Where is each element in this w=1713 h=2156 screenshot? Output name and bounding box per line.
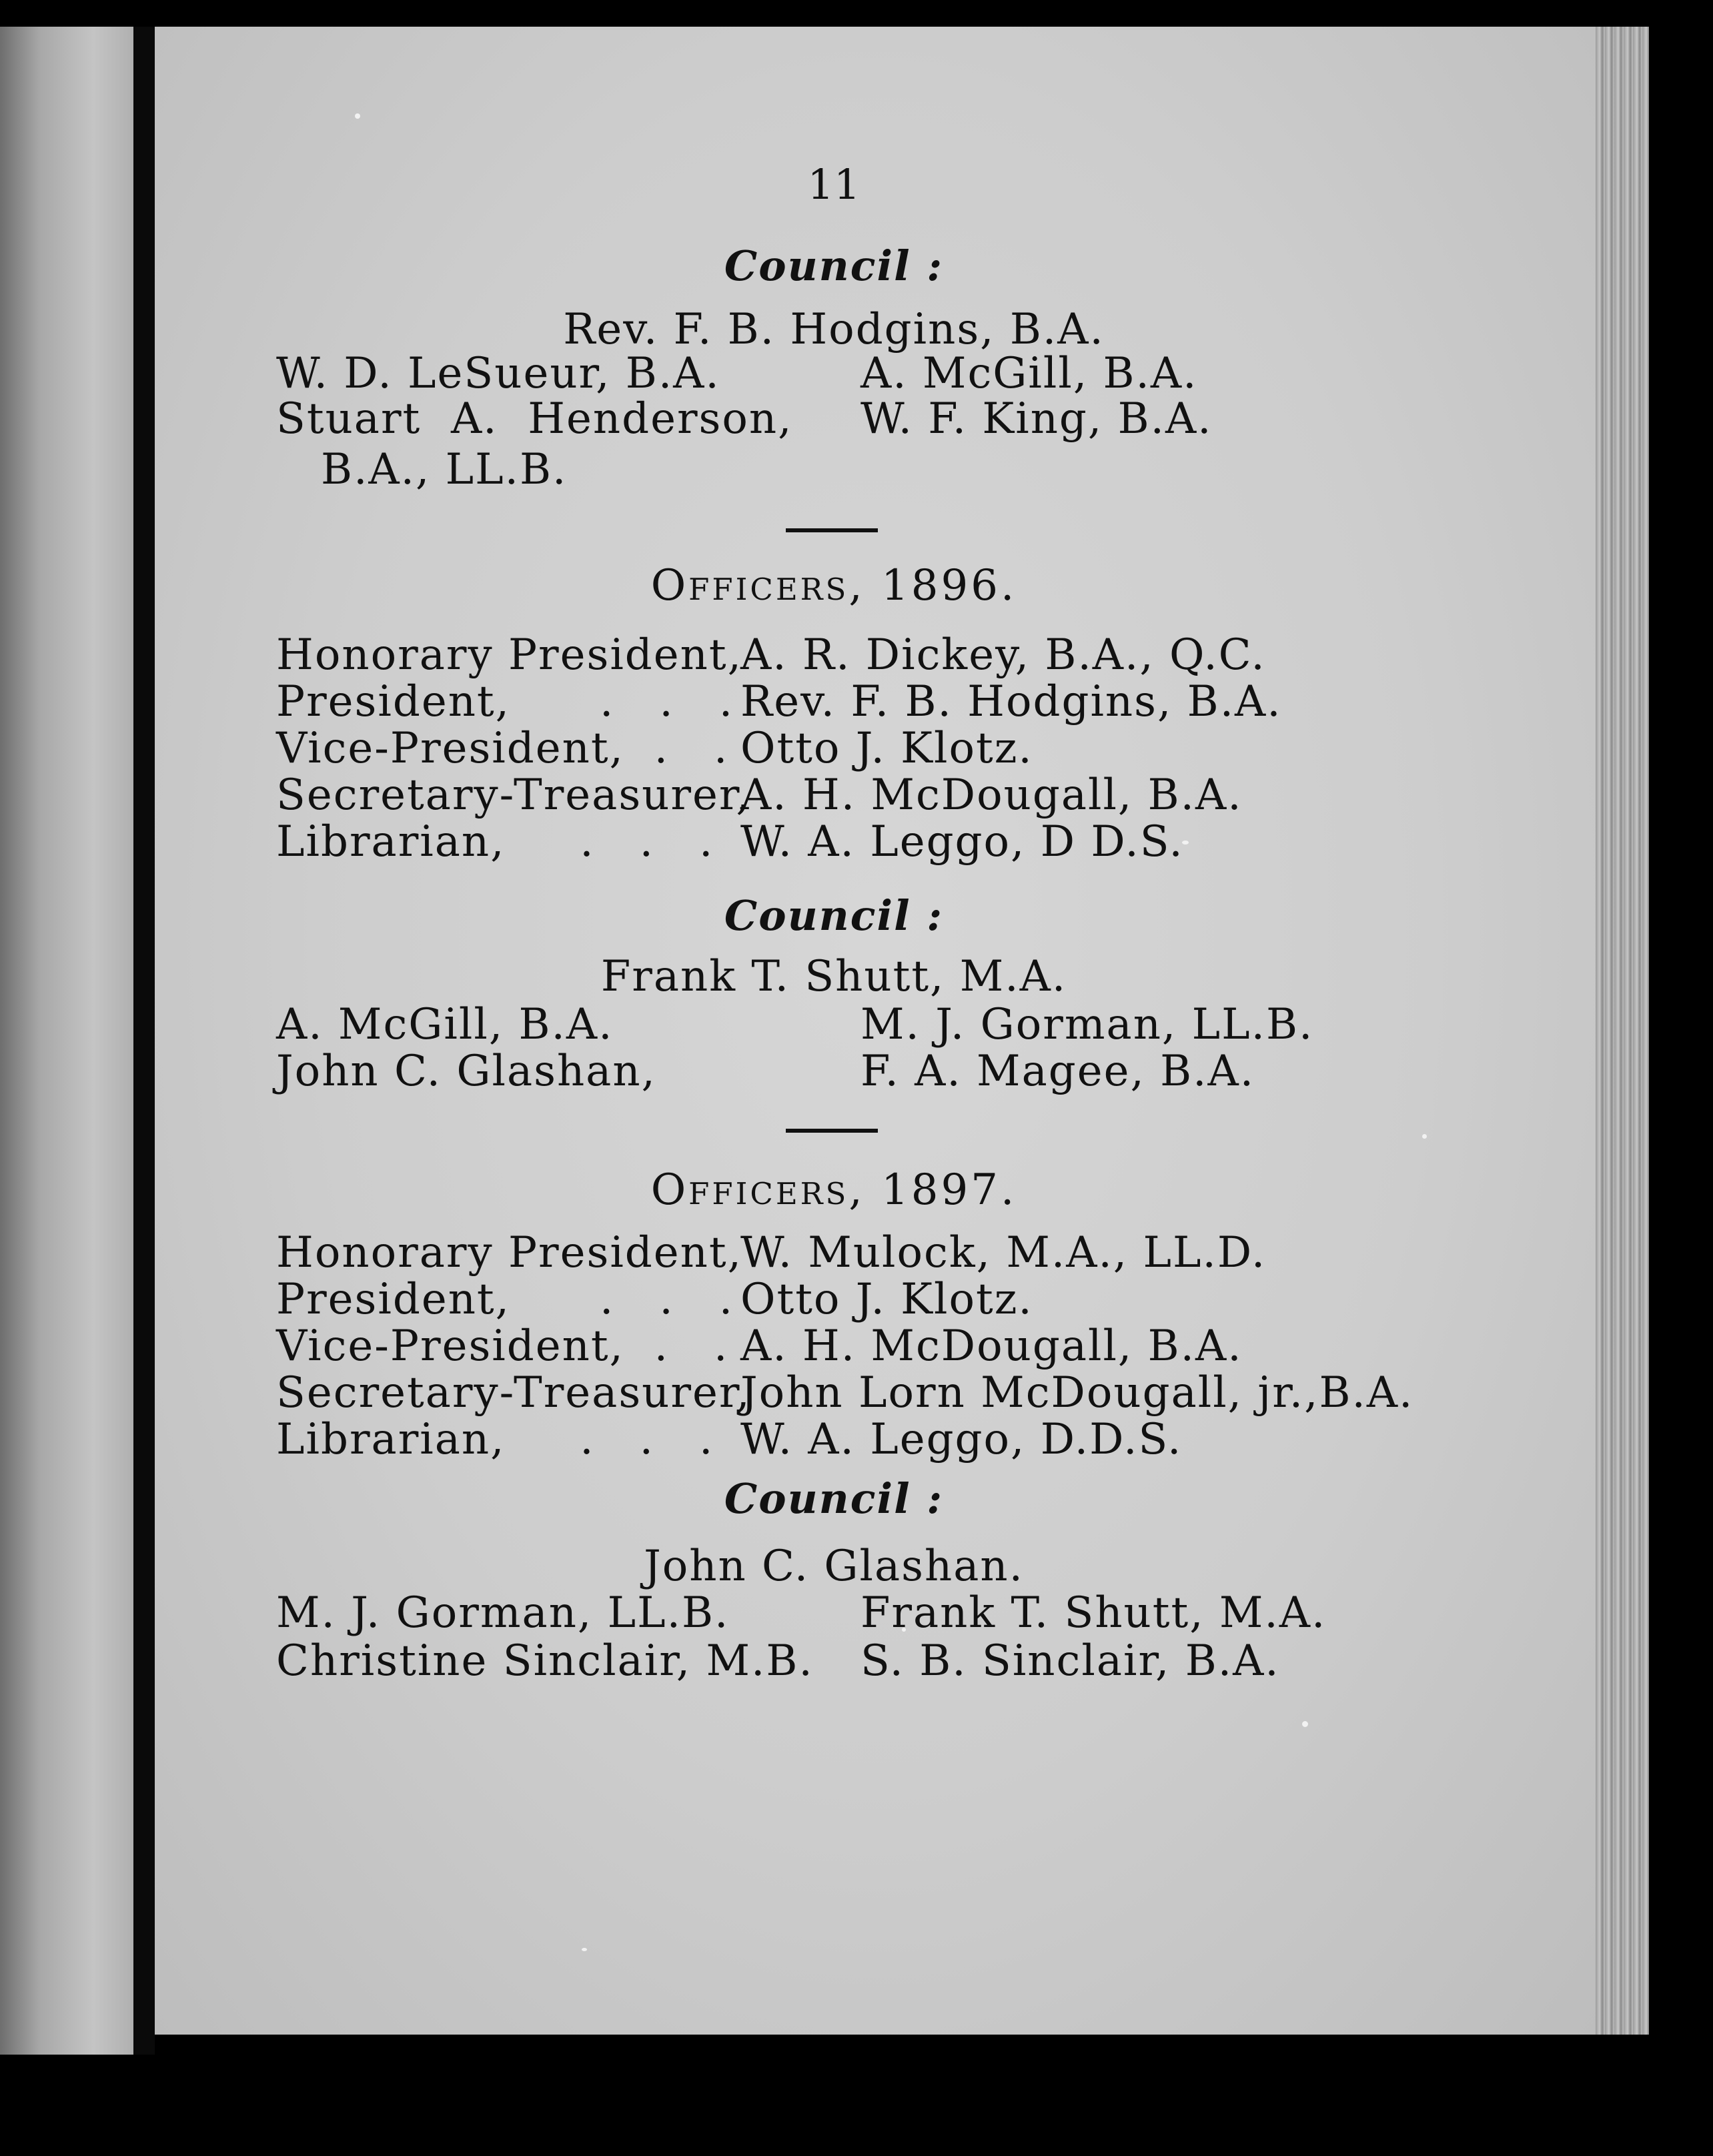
officer-name: Otto J. Klotz. [740,1275,1033,1324]
officer-name: Otto J. Klotz. [740,724,1033,773]
officer-title: President, . . . [276,1275,734,1324]
paper-speck [1422,1134,1427,1139]
officer-title: Vice-President, . . [276,1321,729,1371]
council-member-degree: B.A., LL.B. [276,445,568,494]
council-lead-member: Rev. F. B. Hodgins, B.A. [563,305,1105,354]
officer-name: Rev. F. B. Hodgins, B.A. [740,677,1282,726]
council-heading: Council : [724,1474,944,1523]
officer-title: President, . . . [276,677,734,726]
council-member: John C. Glashan, [276,1047,656,1096]
officers-1897-heading: Officers, 1897. [650,1165,1017,1215]
council-member: A. McGill, B.A. [861,349,1198,398]
council-member: F. A. Magee, B.A. [861,1047,1255,1096]
officer-title: Vice-President, . . [276,724,729,773]
officer-name: A. R. Dickey, B.A., Q.C. [740,630,1266,680]
officer-title: Honorary President, [276,1228,742,1277]
council-member: W. F. King, B.A. [861,394,1213,444]
officer-title: Secretary-Treasurer, [276,770,751,820]
officer-name: A. H. McDougall, B.A. [740,770,1243,820]
council-lead-member: Frank T. Shutt, M.A. [600,952,1067,1001]
officers-1896-heading: Officers, 1896. [650,561,1017,610]
council-member: M. J. Gorman, LL.B. [276,1588,730,1638]
officer-title: Librarian, . . . [276,1415,714,1464]
officer-name: W. A. Leggo, D D.S. [740,817,1184,867]
section-divider [786,1129,878,1133]
council-heading: Council : [724,241,944,290]
council-member: S. B. Sinclair, B.A. [861,1636,1280,1686]
section-divider [786,528,878,532]
council-lead-member: John C. Glashan. [644,1542,1024,1591]
officer-name: A. H. McDougall, B.A. [740,1321,1243,1371]
page-number: 11 [807,160,861,209]
council-member: Christine Sinclair, M.B. [276,1636,814,1686]
facing-page-edge [0,27,133,2055]
council-member: M. J. Gorman, LL.B. [861,1000,1314,1049]
book-gutter [133,27,155,2055]
officer-title: Honorary President, [276,630,742,680]
officer-name: W. A. Leggo, D.D.S. [740,1415,1183,1464]
council-member: A. McGill, B.A. [276,1000,614,1049]
council-member: Stuart A. Henderson, [276,394,793,444]
officer-title: Librarian, . . . [276,817,714,867]
officer-name: John Lorn McDougall, jr.,B.A. [740,1368,1414,1418]
officer-title: Secretary-Treasurer, [276,1368,751,1418]
officer-name: W. Mulock, M.A., LL.D. [740,1228,1267,1277]
paper-speck [1302,1721,1308,1727]
council-heading: Council : [724,891,944,940]
paper-speck [355,113,360,119]
paper-speck [582,1948,587,1951]
council-member: W. D. LeSueur, B.A. [276,349,720,398]
page-block-edges [1596,27,1649,2035]
council-member: Frank T. Shutt, M.A. [861,1588,1327,1638]
